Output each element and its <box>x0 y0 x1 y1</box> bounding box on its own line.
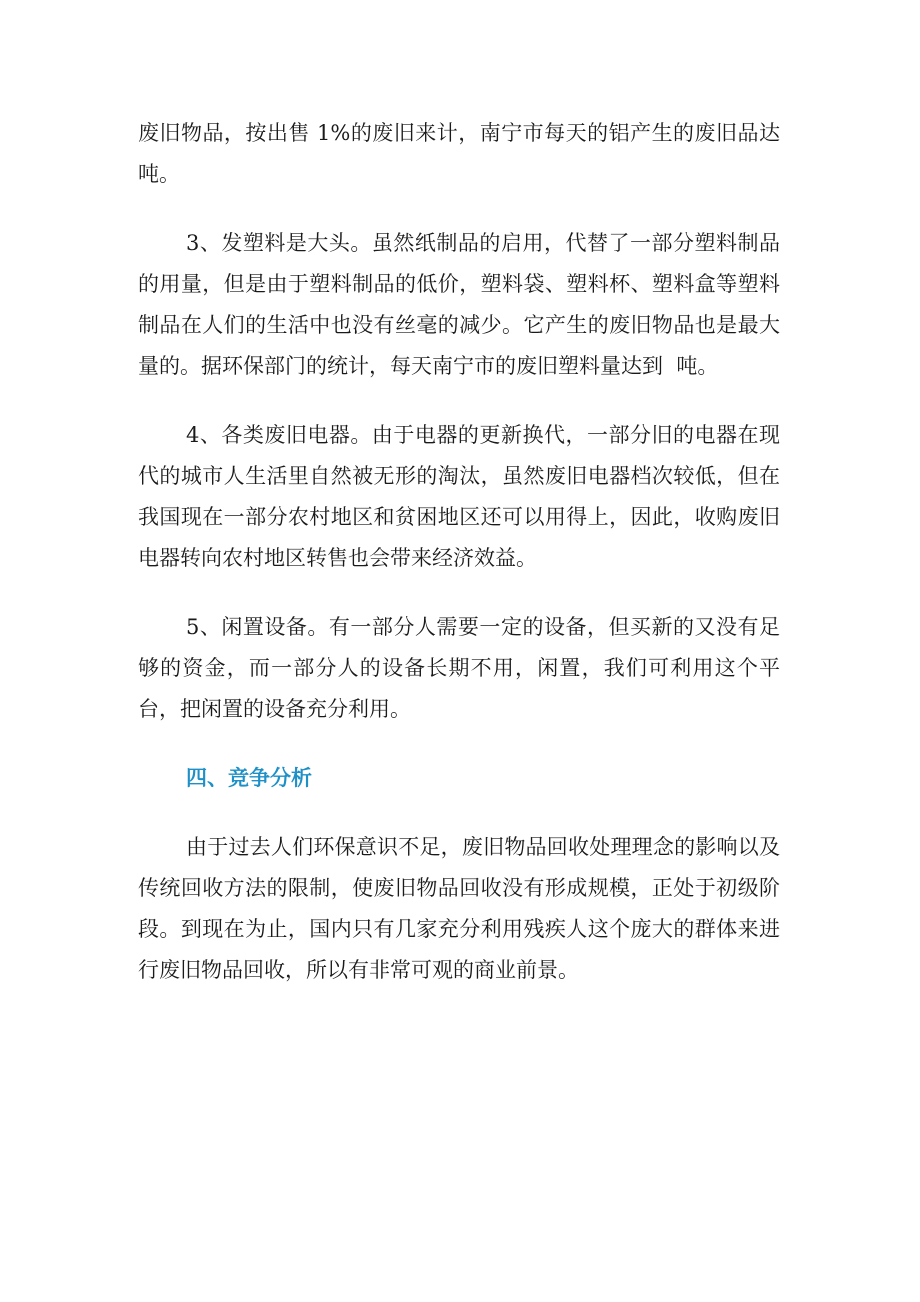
paragraph-idle-equipment: 5、闲置设备。有一部分人需要一定的设备，但买新的又没有足够的资金，而一部分人的设备长期不用，闲置，我们可利用这个平台，把闲置的设备充分利用。 <box>138 615 780 721</box>
paragraph-electronics: 4、各类废旧电器。由于电器的更新换代，一部分旧的电器在现代的城市人生活里自然被无形的淘汰，虽然废旧电器档次较低，但在我国现在一部分农村地区和贫困地区还可以用得上，因此，收购废旧电器转向农村地区转售也会带来经济效益。 <box>138 423 780 570</box>
paragraph-continuation: 废旧物品，按出售 1%的废旧来计，南宁市每天的铝产生的废旧品达 吨。 <box>138 121 794 186</box>
paragraph-plastics: 3、发塑料是大头。虽然纸制品的启用，代替了一部分塑料制品的用量，但是由于塑料制品的低价，塑料袋、塑料杯、塑料盒等塑料制品在人们的生活中也没有丝毫的减少。它产生的废旧物品也是最大量的。据环保部门的统计，每天南宁市的废旧塑料量达到 吨。 <box>138 231 780 378</box>
paragraph-competition-analysis: 由于过去人们环保意识不足，废旧物品回收处理理念的影响以及传统回收方法的限制，使废旧物品回收没有形成规模，正处于初级阶段。到现在为止，国内只有几家充分利用残疾人这个庞大的群体来进行废旧物品回收，所以有非常可观的商业前景。 <box>138 835 780 982</box>
document-body <box>138 113 794 1019</box>
section-heading-competition: 四、竞争分析 <box>186 766 312 790</box>
